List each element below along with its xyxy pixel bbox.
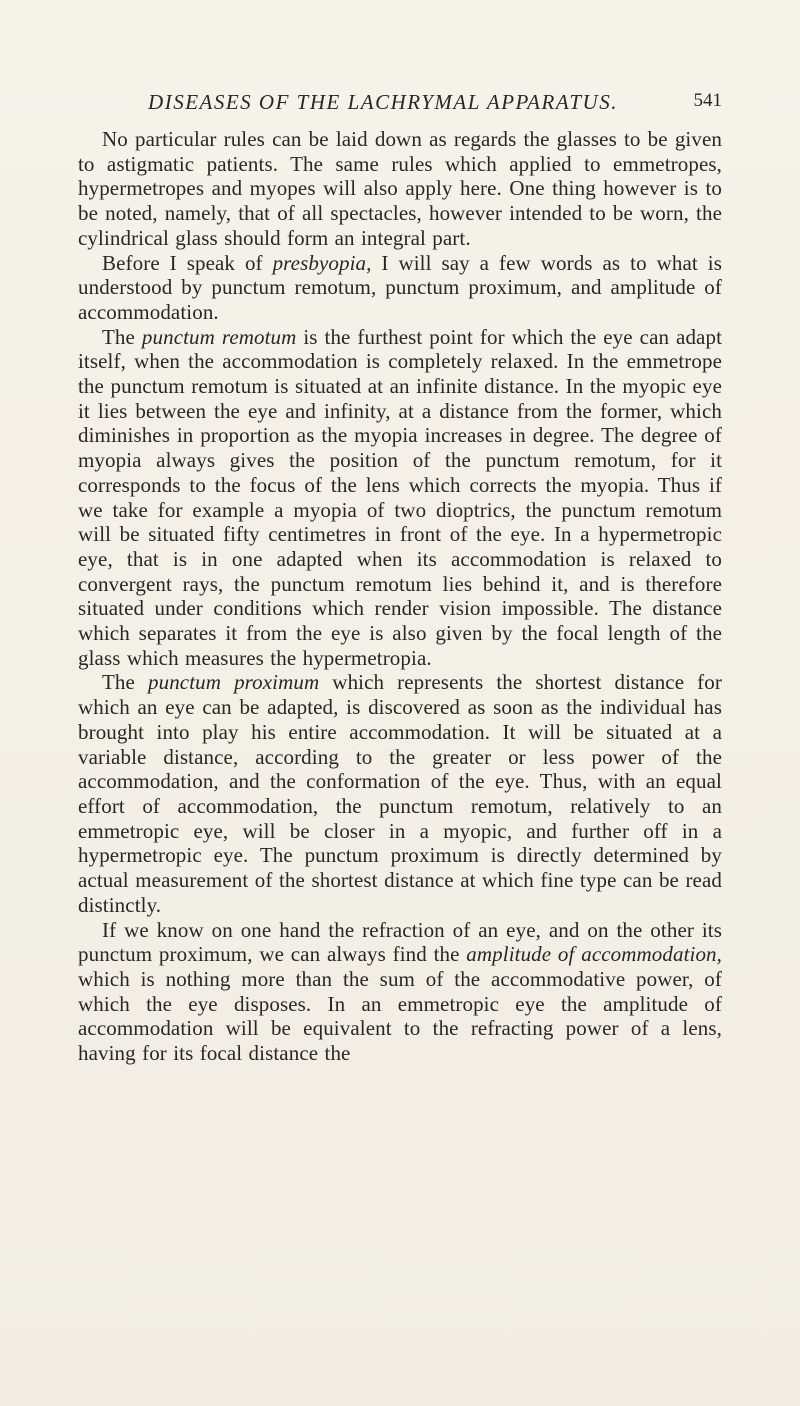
paragraph-text: which is nothing more than the sum of the accommodative power, of which the eye disposes. In an emmetropic eye the amplitude of accommodation will be equivalent to the refracting power of a lens, having for its focal distance the — [78, 966, 722, 1066]
paragraph-punctum-proximum — [78, 670, 722, 917]
italic-term: punctum proximum — [148, 670, 320, 695]
paragraph-astigmatic-glasses — [78, 127, 722, 251]
running-head — [78, 90, 722, 124]
italic-term: amplitude of accommodation, — [466, 942, 723, 967]
page-number: 541 — [693, 90, 722, 111]
italic-term: presbyopia, — [272, 250, 372, 275]
body-text — [78, 127, 722, 1066]
paragraph-text: The — [102, 670, 148, 695]
paragraph-punctum-remotum — [78, 325, 722, 671]
paragraph-text: I will say a few words as to what is understood by punctum remotum, punctum proximum, and amplitude of accommodation. — [78, 250, 722, 324]
paragraph-amplitude-accommodation — [78, 918, 722, 1066]
running-title: DISEASES OF THE LACHRYMAL APPARATUS. — [148, 90, 618, 114]
paragraph-text: is the furthest point for which the eye can adapt itself, when the accommodation is completely relaxed. In the emmetrope the punctum remotum is situated at an infinite distance. In the myopic eye it lies between the eye and infinity, at a distance from the former, which diminishes in proportion as the myopia increases in degree. The degree of myopia always gives the position of the punctum remotum, for it corresponds to the focus of the lens which corrects the myopia. Thus if we take for example a myopia of two dioptrics, the punctum remotum will be situated fifty centimetres in front of the eye. In a hypermetropic eye, that is in one adapted when its accommodation is relaxed to convergent rays, the punctum remotum lies behind it, and is therefore situated under conditions which render vision impossible. The distance which separates it from the eye is also given by the focal length of the glass which measures the hypermetropia. — [78, 324, 722, 670]
paragraph-text: If we know on one hand the refraction of an eye, and on the other its punctum proximum, we can always find the — [78, 917, 722, 967]
paragraph-text: which represents the shortest distance for which an eye can be adapted, is discovered as soon as the individual has brought into play his entire accommodation. It will be situated at a variable distance, according to the greater or less power of the accommodation, and the conformation of the eye. Thus, with an equal effort of accommodation, the punctum remotum, relatively to an emmetropic eye, will be closer in a myopic, and further off in a hypermetropic eye. The punctum proximum is directly determined by actual measurement of the shortest distance at which fine type can be read distinctly. — [78, 670, 722, 917]
paragraph-presbyopia-intro — [78, 251, 722, 325]
paragraph-text: Before I speak of — [102, 250, 273, 275]
paragraph-text: The — [102, 324, 142, 349]
italic-term: punctum remotum — [141, 324, 297, 349]
paragraph-text: No particular rules can be laid down as regards the glasses to be given to astigmatic patients. The same rules which applied to emmetropes, hypermetropes and myopes will also apply here. One thing however is to be noted, namely, that of all spectacles, however intended to be worn, the cylindrical glass should form an integral part. — [78, 127, 722, 250]
